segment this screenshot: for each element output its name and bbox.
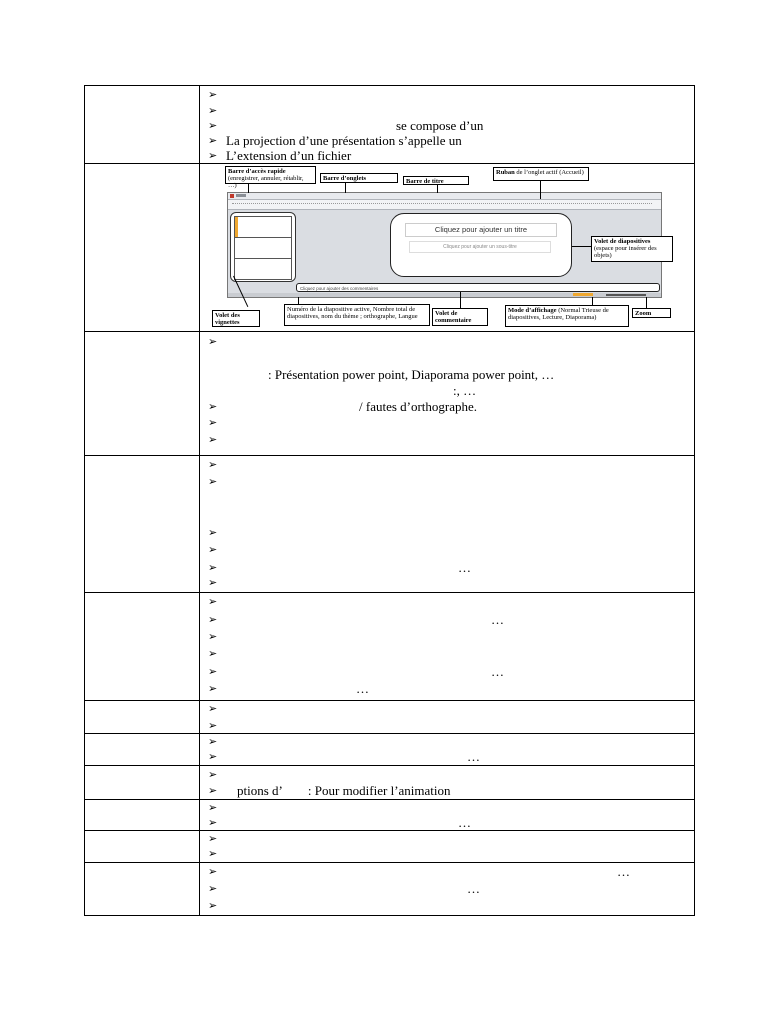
table-row [85, 86, 695, 164]
row-label-cell [85, 593, 200, 701]
row-label-cell [85, 800, 200, 831]
bullet-text: … [491, 664, 504, 679]
bullet-text: … [491, 612, 504, 627]
pointer-arrow [248, 184, 249, 193]
table-row [85, 332, 695, 456]
arrow-bullet-icon: ➢ [208, 784, 218, 797]
bullet-line [200, 560, 694, 576]
arrow-bullet-icon: ➢ [208, 865, 218, 878]
bullet-line [200, 629, 694, 645]
row-label-cell [85, 86, 200, 164]
arrow-bullet-icon: ➢ [208, 134, 218, 147]
arrow-bullet-icon: ➢ [208, 576, 218, 589]
arrow-bullet-icon: ➢ [208, 702, 218, 715]
bullet-line [200, 767, 694, 783]
arrow-bullet-icon: ➢ [208, 561, 218, 574]
arrow-bullet-icon: ➢ [208, 595, 218, 608]
row-content-cell [200, 164, 695, 332]
pointer-arrow [437, 185, 438, 193]
bullet-text: se compose d’un [396, 118, 484, 133]
row-label-cell [85, 456, 200, 593]
bullet-line [200, 542, 694, 558]
slide-pane [390, 213, 572, 277]
callout-status-info: Numéro de la diapositive active, Nombre total de diapositives, nom du thème ; orthographe, Langue [284, 304, 430, 326]
arrow-bullet-icon: ➢ [208, 458, 218, 471]
status-bar [228, 293, 661, 297]
pointer-arrow [646, 297, 647, 308]
row-label-cell [85, 701, 200, 734]
row-label-cell [85, 734, 200, 766]
table-row [85, 863, 695, 916]
slide-title-placeholder: Cliquez pour ajouter un titre [405, 223, 557, 237]
arrow-bullet-icon: ➢ [208, 149, 218, 162]
arrow-bullet-icon: ➢ [208, 665, 218, 678]
callout-ribbon: Ruban de l’onglet actif (Accueil) [493, 167, 589, 181]
bullet-text: … [467, 881, 480, 896]
slide-subtitle-placeholder: Cliquez pour ajouter un sous-titre [409, 241, 551, 253]
row-content-cell [200, 800, 695, 831]
arrow-bullet-icon: ➢ [208, 682, 218, 695]
document-table [84, 85, 695, 916]
bullet-line [200, 415, 694, 431]
row-content-cell [200, 701, 695, 734]
ribbon-controls [232, 203, 652, 206]
bullet-line [200, 646, 694, 662]
bullet-line [200, 474, 694, 490]
table-row [85, 831, 695, 863]
arrow-bullet-icon: ➢ [208, 526, 218, 539]
row-content-cell [200, 863, 695, 916]
table-row [85, 593, 695, 701]
row-label-cell [85, 332, 200, 456]
pointer-arrow [592, 297, 593, 305]
bullet-text: … [458, 560, 471, 575]
bullet-line [200, 718, 694, 734]
arrow-bullet-icon: ➢ [208, 801, 218, 814]
quick-access-icons [236, 194, 246, 197]
bullet-line [200, 831, 694, 847]
bullet-text: :, … [453, 383, 477, 398]
row-content-cell [200, 831, 695, 863]
bullet-line [200, 881, 694, 897]
bullet-line [200, 734, 694, 750]
callout-thumbnails-pane: Volet des vignettes [212, 310, 260, 327]
arrow-bullet-icon: ➢ [208, 719, 218, 732]
bullet-line [200, 681, 694, 697]
callout-slide-pane: Volet de diapositives (espace pour insérer des objets) [591, 236, 673, 262]
view-mode-icons [573, 293, 593, 296]
arrow-bullet-icon: ➢ [208, 119, 218, 132]
bullet-line [200, 898, 694, 914]
bullet-line [200, 864, 694, 880]
row-label-cell [85, 863, 200, 916]
callout-quick-access: Barre d’accès rapide (enregistrer, annuler, rétablir, …) [225, 166, 316, 184]
arrow-bullet-icon: ➢ [208, 832, 218, 845]
table-row [85, 766, 695, 800]
table-row [85, 800, 695, 831]
arrow-bullet-icon: ➢ [208, 543, 218, 556]
callout-title-bar: Barre de titre [403, 176, 469, 185]
arrow-bullet-icon: ➢ [208, 630, 218, 643]
row-content-cell [200, 593, 695, 701]
slide-thumbnail [234, 237, 292, 259]
bullet-text: ptions d’ : Pour modifier l’animation [237, 783, 451, 798]
app-icon [230, 194, 234, 198]
pointer-arrow [298, 297, 299, 304]
bullet-text: … [467, 749, 480, 764]
row-content-cell [200, 766, 695, 800]
bullet-line [200, 334, 694, 350]
row-label-cell [85, 831, 200, 863]
bullet-text: La projection d’une présentation s’appelle un [226, 133, 462, 148]
row-label-cell [85, 164, 200, 332]
bullet-line [200, 846, 694, 862]
bullet-line [200, 133, 694, 149]
slide-thumbnail [234, 216, 292, 238]
bullet-line [200, 525, 694, 541]
pointer-arrow [572, 246, 591, 247]
ribbon-area [228, 200, 661, 210]
notes-pane: Cliquez pour ajouter des commentaires [296, 283, 660, 292]
bullet-text: L’extension d’un fichier [226, 148, 352, 163]
arrow-bullet-icon: ➢ [208, 88, 218, 101]
arrow-bullet-icon: ➢ [208, 735, 218, 748]
row-content-cell [200, 86, 695, 164]
bullet-line [200, 800, 694, 816]
row-content-cell [200, 456, 695, 593]
bullet-text: : Présentation power point, Diaporama power point, … [268, 367, 555, 382]
slide-thumbnail [234, 258, 292, 280]
bullet-line [200, 367, 694, 383]
table-row [85, 701, 695, 734]
callout-tabs-bar: Barre d’onglets [320, 173, 398, 183]
title-bar [228, 193, 661, 200]
bullet-line [200, 594, 694, 610]
bullet-line [200, 701, 694, 717]
bullet-line [200, 383, 694, 399]
arrow-bullet-icon: ➢ [208, 847, 218, 860]
bullet-line [200, 664, 694, 680]
callout-zoom: Zoom [632, 308, 671, 318]
pointer-arrow [460, 292, 461, 308]
thumbnails-pane [230, 212, 296, 282]
row-content-cell [200, 332, 695, 456]
bullet-line [200, 575, 694, 591]
bullet-text: … [356, 681, 369, 696]
pointer-arrow [345, 183, 346, 193]
bullet-line [200, 148, 694, 164]
bullet-line [200, 457, 694, 473]
callout-comments-pane: Volet de commentaire [432, 308, 488, 326]
bullet-text: … [458, 815, 471, 830]
arrow-bullet-icon: ➢ [208, 768, 218, 781]
bullet-text: … [617, 864, 630, 879]
bullet-line [200, 103, 694, 119]
bullet-line [200, 399, 694, 415]
arrow-bullet-icon: ➢ [208, 475, 218, 488]
callout-view-mode: Mode d’affichage (Normal Trieuse de diapositives, Lecture, Diaporama) [505, 305, 629, 327]
row-content-cell [200, 734, 695, 766]
zoom-slider [606, 294, 646, 296]
row-label-cell [85, 766, 200, 800]
pointer-arrow [540, 181, 541, 199]
arrow-bullet-icon: ➢ [208, 816, 218, 829]
powerpoint-interface-figure [200, 164, 695, 330]
bullet-line [200, 815, 694, 831]
arrow-bullet-icon: ➢ [208, 400, 218, 413]
arrow-bullet-icon: ➢ [208, 416, 218, 429]
bullet-line [200, 749, 694, 765]
table-row [85, 456, 695, 593]
table-row [85, 164, 695, 332]
arrow-bullet-icon: ➢ [208, 104, 218, 117]
arrow-bullet-icon: ➢ [208, 899, 218, 912]
table-row [85, 734, 695, 766]
bullet-line [200, 432, 694, 448]
arrow-bullet-icon: ➢ [208, 335, 218, 348]
arrow-bullet-icon: ➢ [208, 613, 218, 626]
bullet-line [200, 87, 694, 103]
arrow-bullet-icon: ➢ [208, 750, 218, 763]
bullet-line [200, 118, 694, 134]
bullet-text: / fautes d’orthographe. [359, 399, 478, 414]
arrow-bullet-icon: ➢ [208, 882, 218, 895]
bullet-line [200, 783, 694, 799]
bullet-line [200, 612, 694, 628]
arrow-bullet-icon: ➢ [208, 433, 218, 446]
arrow-bullet-icon: ➢ [208, 647, 218, 660]
